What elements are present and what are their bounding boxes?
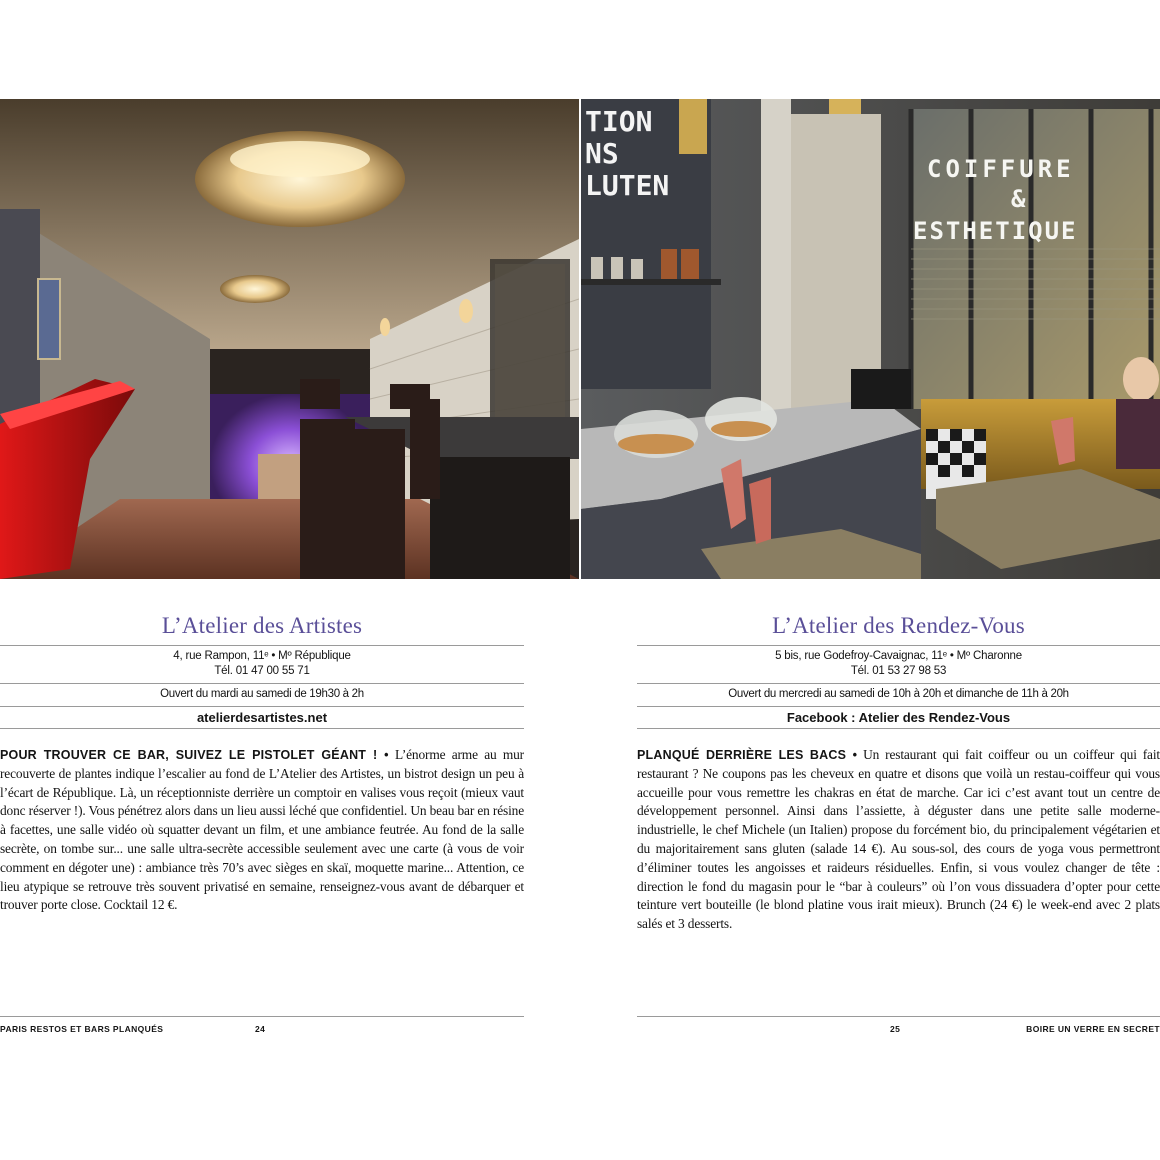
chalkboard-text-line-1: TION: [585, 105, 653, 138]
address-block: [0, 646, 524, 683]
article-lead: PLANQUÉ DERRIÈRE LES BACS •: [637, 748, 858, 762]
opening-hours: Ouvert du mercredi au samedi de 10h à 20h et dimanche de 11h à 20h: [728, 688, 1069, 700]
page-footer-left: [0, 1016, 524, 1038]
running-title: PARIS RESTOS ET BARS PLANQUÉS: [0, 1024, 164, 1034]
article-lead: POUR TROUVER CE BAR, SUIVEZ LE PISTOLET GÉANT ! •: [0, 748, 389, 762]
article-text-right: [637, 746, 1160, 934]
running-title: BOIRE UN VERRE EN SECRET: [1026, 1024, 1160, 1034]
page-number: 25: [890, 1024, 901, 1034]
page-number: 24: [255, 1024, 266, 1034]
window-sign-line-3: ESTHETIQUE: [913, 217, 1078, 245]
website: Facebook : Atelier des Rendez-Vous: [786, 710, 1011, 725]
venue-info: [637, 645, 1160, 729]
chalkboard-text-line-2: NS: [585, 137, 619, 170]
venue-header-left: [0, 610, 524, 729]
website: atelierdesartistes.net: [196, 710, 328, 725]
venue-title: L’Atelier des Rendez-Vous: [772, 613, 1025, 638]
chalkboard-text-line-3: LUTEN: [585, 169, 670, 202]
window-sign-line-2: &: [1011, 185, 1026, 213]
article-body: Un restaurant qui fait coiffeur ou un coiffeur qui fait restaurant ? Ne coupons pas les cheveux en quatre et disons que voilà un restau-coiffeur qui vous accueille pour vous remettre les chakras en état de marche. Car ici c’est avant tout un centre de développement personnel. Ainsi dans l’assiette, à déguster dans une petite salle moderne-industrielle, le chef Michele (un Italien) propose du forcément bio, du principalement végétarien et du majoritairement sans gluten (salade 14 €). Au sous-sol, des cours de yoga vous permettront d’éliminer toutes les angoisses et raideurs résiduelles. Enfin, si vous voulez changer de tête : direction le fond du magasin pour le “bar à couleurs” où l’on vous dissuadera d’opter pour cette teinture vert bouteille (le blond platine vous irait mieux). Brunch (24 €) le week-end avec 2 plats salés et 3 desserts.: [637, 747, 1160, 932]
phone: Tél. 01 53 27 98 53: [850, 665, 947, 677]
venue-header-right: [637, 610, 1160, 729]
venue-info: [0, 645, 524, 729]
divider: [0, 728, 524, 729]
phone: Tél. 01 47 00 55 71: [214, 665, 310, 677]
restaurant-salon-photo: [581, 99, 1160, 579]
venue-title: L’Atelier des Artistes: [161, 613, 363, 638]
divider: [637, 728, 1160, 729]
window-sign-line-1: COIFFURE: [927, 155, 1075, 183]
article-text-left: [0, 746, 524, 915]
photo-atelier-des-artistes: [0, 99, 579, 579]
opening-hours: Ouvert du mardi au samedi de 19h30 à 2h: [160, 688, 364, 700]
article-body: L’énorme arme au mur recouverte de plantes indique l’escalier au fond de L’Atelier des Artistes, un bistrot design un peu à l’écart de République. Là, un réceptionniste derrière un comptoir en valises vous reçoit (mieux vaut donc réserver !). Vous pénétrez alors dans un lieu aussi léché que confidentiel. Un beau bar en résine à facettes, une salle vidéo où squatter devant un film, et une ambiance feutrée. Au fond de la salle secrète, on tombe sur... une salle ultra-secrète accessible seulement avec une carte (à vous de voir comment en dégoter une) : ambiance très 70’s avec sièges en skaï, moquette marine... Attention, ce lieu atypique se retrouve très souvent privatisé en semaine, renseignez-vous avant de débarquer et trouver porte close. Cocktail 12 €.: [0, 747, 524, 913]
photo-atelier-des-rendez-vous: [581, 99, 1160, 579]
address: 4, rue Rampon, 11ᵉ • Mº République: [173, 650, 351, 662]
bar-interior-photo: [0, 99, 579, 579]
address: 5 bis, rue Godefroy-Cavaignac, 11ᵉ • Mº Charonne: [775, 650, 1022, 662]
address-block: [637, 646, 1160, 683]
page-footer-right: [637, 1016, 1160, 1038]
